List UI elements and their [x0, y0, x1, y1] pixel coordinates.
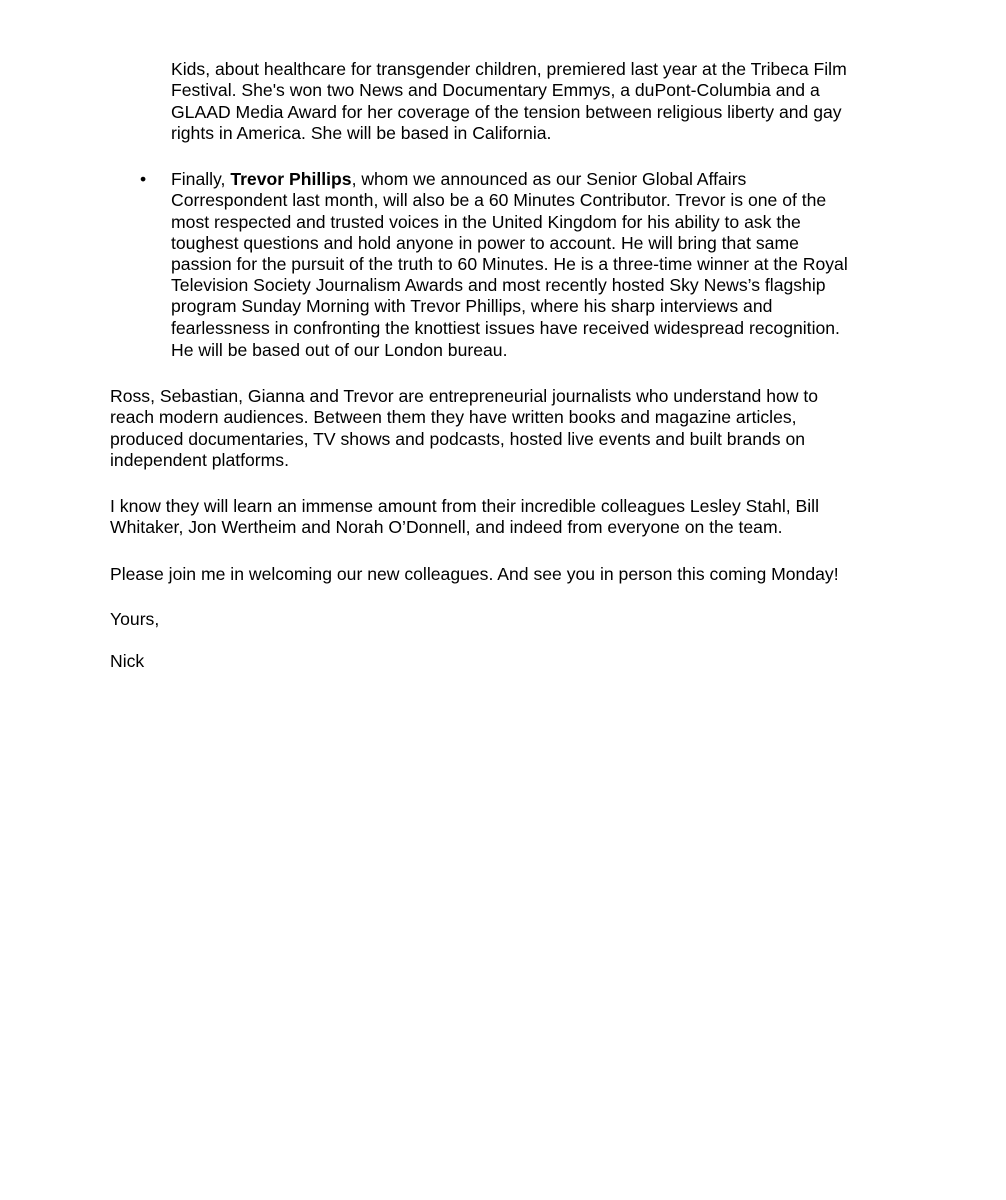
paragraph-line: Ross, Sebastian, Gianna and Trevor are entrepreneurial journalists who understand how to	[110, 386, 819, 406]
paragraph-line: reach modern audiences. Between them they have written books and magazine articles,	[110, 407, 797, 427]
person-name-bold: Trevor Phillips	[230, 169, 352, 189]
welcome-paragraph: Please join me in welcoming our new colleagues. And see you in person this coming Monday!	[110, 564, 839, 584]
bullet-first-line-rest: , whom we announced as our Senior Global Affairs	[351, 169, 747, 189]
paragraph-line: Television Society Journalism Awards and most recently hosted Sky News’s flagship	[171, 275, 826, 295]
paragraph-line: toughest questions and hold anyone in power to account. He will bring that same	[171, 233, 799, 253]
bullet-prefix: Finally,	[171, 169, 231, 189]
signature: Nick	[110, 651, 145, 671]
paragraph-line: program Sunday Morning with Trevor Phillips, where his sharp interviews and	[171, 296, 773, 316]
bullet-marker: •	[140, 169, 147, 189]
paragraph-line: produced documentaries, TV shows and podcasts, hosted live events and built brands on	[110, 429, 806, 449]
paragraph-line: fearlessness in confronting the knottiest issues have received widespread recognition.	[171, 318, 840, 338]
paragraph-line: Kids, about healthcare for transgender children, premiered last year at the Tribeca Film	[171, 59, 847, 79]
paragraph-line: He will be based out of our London bureau.	[171, 340, 508, 360]
paragraph-line: Festival. She's won two News and Documentary Emmys, a duPont-Columbia and a	[171, 80, 820, 100]
paragraph-line: GLAAD Media Award for her coverage of the tension between religious liberty and gay	[171, 102, 842, 122]
paragraph-line: independent platforms.	[110, 450, 289, 470]
paragraph-line: passion for the pursuit of the truth to 60 Minutes. He is a three-time winner at the Royal	[171, 254, 848, 274]
paragraph-line: rights in America. She will be based in California.	[171, 123, 552, 143]
bullet-first-line	[171, 169, 746, 190]
closing-line: Yours,	[110, 609, 160, 629]
paragraph-line: Whitaker, Jon Wertheim and Norah O’Donnell, and indeed from everyone on the team.	[110, 517, 783, 537]
paragraph-line: Correspondent last month, will also be a 60 Minutes Contributor. Trevor is one of the	[171, 190, 827, 210]
paragraph-line: I know they will learn an immense amount from their incredible colleagues Lesley Stahl, Bill	[110, 496, 819, 516]
paragraph-line: most respected and trusted voices in the United Kingdom for his ability to ask the	[171, 212, 801, 232]
